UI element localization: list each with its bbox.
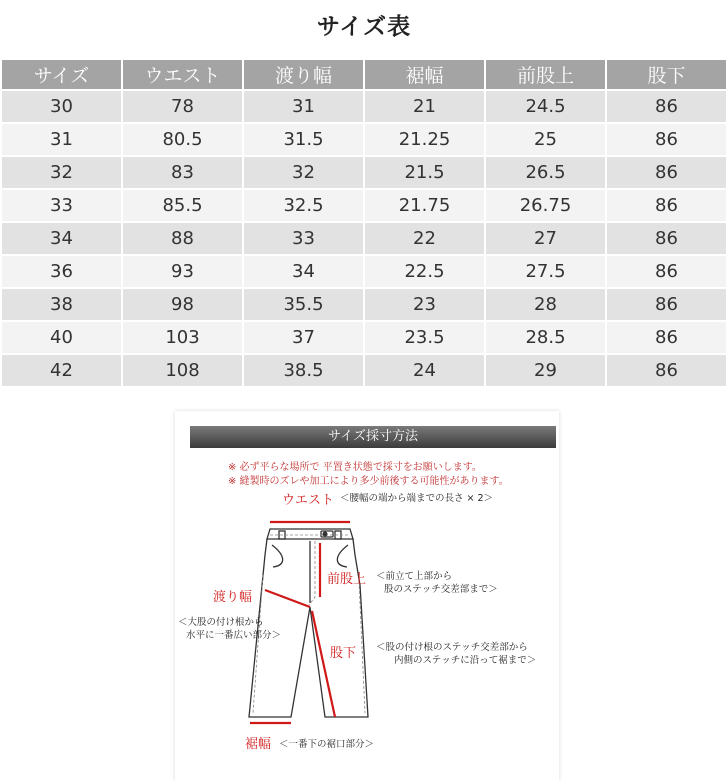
table-cell: 40 <box>2 322 121 353</box>
table-cell: 27.5 <box>486 256 605 287</box>
rise-description-2: 股のステッチ交差部まで＞ <box>384 584 498 595</box>
table-cell: 86 <box>607 190 726 221</box>
inseam-description-2: 内側のステッチに沿って裾まで＞ <box>394 655 537 666</box>
pants-outline <box>249 529 368 717</box>
table-row <box>2 322 726 353</box>
table-cell: 32 <box>2 157 121 188</box>
size-table <box>0 58 728 388</box>
table-cell: 103 <box>123 322 242 353</box>
thigh-description-1: ＜大股の付け根から <box>178 617 264 628</box>
thigh-description-2: 水平に一番広い部分＞ <box>186 630 282 641</box>
table-cell: 86 <box>607 124 726 155</box>
table-cell: 86 <box>607 91 726 122</box>
table-cell: 26.5 <box>486 157 605 188</box>
table-cell: 86 <box>607 322 726 353</box>
table-cell: 21.5 <box>365 157 484 188</box>
waist-label: ウエスト <box>282 493 335 508</box>
table-cell: 86 <box>607 289 726 320</box>
table-cell: 26.75 <box>486 190 605 221</box>
table-cell: 38.5 <box>244 355 363 386</box>
table-row <box>2 190 726 221</box>
table-cell: 88 <box>123 223 242 254</box>
table-cell: 86 <box>607 223 726 254</box>
button-icon <box>323 532 328 537</box>
table-cell: 28.5 <box>486 322 605 353</box>
pants-stitching <box>253 535 365 713</box>
column-header: 裾幅 <box>365 60 484 89</box>
table-body <box>2 91 726 386</box>
table-cell: 83 <box>123 157 242 188</box>
hem-description: ＜一番下の裾口部分＞ <box>279 739 375 750</box>
table-cell: 80.5 <box>123 124 242 155</box>
table-cell: 32.5 <box>244 190 363 221</box>
table-cell: 31 <box>2 124 121 155</box>
table-cell: 21 <box>365 91 484 122</box>
hem-label: 裾幅 <box>245 737 272 752</box>
measurement-guide-header: サイズ採寸方法 <box>190 426 556 448</box>
page-title: サイズ表 <box>316 14 412 40</box>
table-cell: 98 <box>123 289 242 320</box>
table-cell: 38 <box>2 289 121 320</box>
table-cell: 34 <box>2 223 121 254</box>
thigh-line <box>265 590 310 607</box>
column-header: 前股上 <box>486 60 605 89</box>
table-cell: 22 <box>365 223 484 254</box>
table-cell: 31 <box>244 91 363 122</box>
table-cell: 37 <box>244 322 363 353</box>
table-cell: 33 <box>2 190 121 221</box>
table-cell: 78 <box>123 91 242 122</box>
table-cell: 21.25 <box>365 124 484 155</box>
table-row <box>2 256 726 287</box>
table-cell: 27 <box>486 223 605 254</box>
table-cell: 21.75 <box>365 190 484 221</box>
table-cell: 36 <box>2 256 121 287</box>
table-cell: 85.5 <box>123 190 242 221</box>
table-row <box>2 289 726 320</box>
table-cell: 28 <box>486 289 605 320</box>
table-cell: 31.5 <box>244 124 363 155</box>
table-header-row <box>2 60 726 89</box>
column-header: サイズ <box>2 60 121 89</box>
table-cell: 34 <box>244 256 363 287</box>
table-cell: 24 <box>365 355 484 386</box>
column-header: 股下 <box>607 60 726 89</box>
table-cell: 32 <box>244 157 363 188</box>
table-cell: 22.5 <box>365 256 484 287</box>
table-row <box>2 223 726 254</box>
table-cell: 29 <box>486 355 605 386</box>
table-cell: 86 <box>607 355 726 386</box>
table-cell: 23.5 <box>365 322 484 353</box>
column-header: ウエスト <box>123 60 242 89</box>
table-cell: 108 <box>123 355 242 386</box>
inseam-label: 股下 <box>330 646 357 661</box>
table-row <box>2 157 726 188</box>
inseam-description-1: ＜股の付け根のステッチ交差部から <box>376 642 528 653</box>
table-row <box>2 124 726 155</box>
table-cell: 86 <box>607 256 726 287</box>
table-cell: 35.5 <box>244 289 363 320</box>
inseam-line <box>312 611 335 717</box>
table-cell: 25 <box>486 124 605 155</box>
table-cell: 24.5 <box>486 91 605 122</box>
thigh-label: 渡り幅 <box>213 590 253 605</box>
table-cell: 86 <box>607 157 726 188</box>
table-cell: 23 <box>365 289 484 320</box>
table-cell: 42 <box>2 355 121 386</box>
table-cell: 33 <box>244 223 363 254</box>
table-row <box>2 91 726 122</box>
table-row <box>2 355 726 386</box>
table-cell: 30 <box>2 91 121 122</box>
table-cell: 93 <box>123 256 242 287</box>
measurement-note-1: ※ 必ず平らな場所で 平置き状態で採寸をお願いします。 <box>228 462 482 473</box>
waist-description: ＜腰幅の端から端までの長さ × 2＞ <box>340 493 494 504</box>
column-header: 渡り幅 <box>244 60 363 89</box>
rise-label: 前股上 <box>327 572 367 587</box>
rise-description-1: ＜前立て上部から <box>376 571 453 582</box>
measurement-note-2: ※ 縫製時のズレや加工により多少前後する可能性があります。 <box>228 476 509 487</box>
